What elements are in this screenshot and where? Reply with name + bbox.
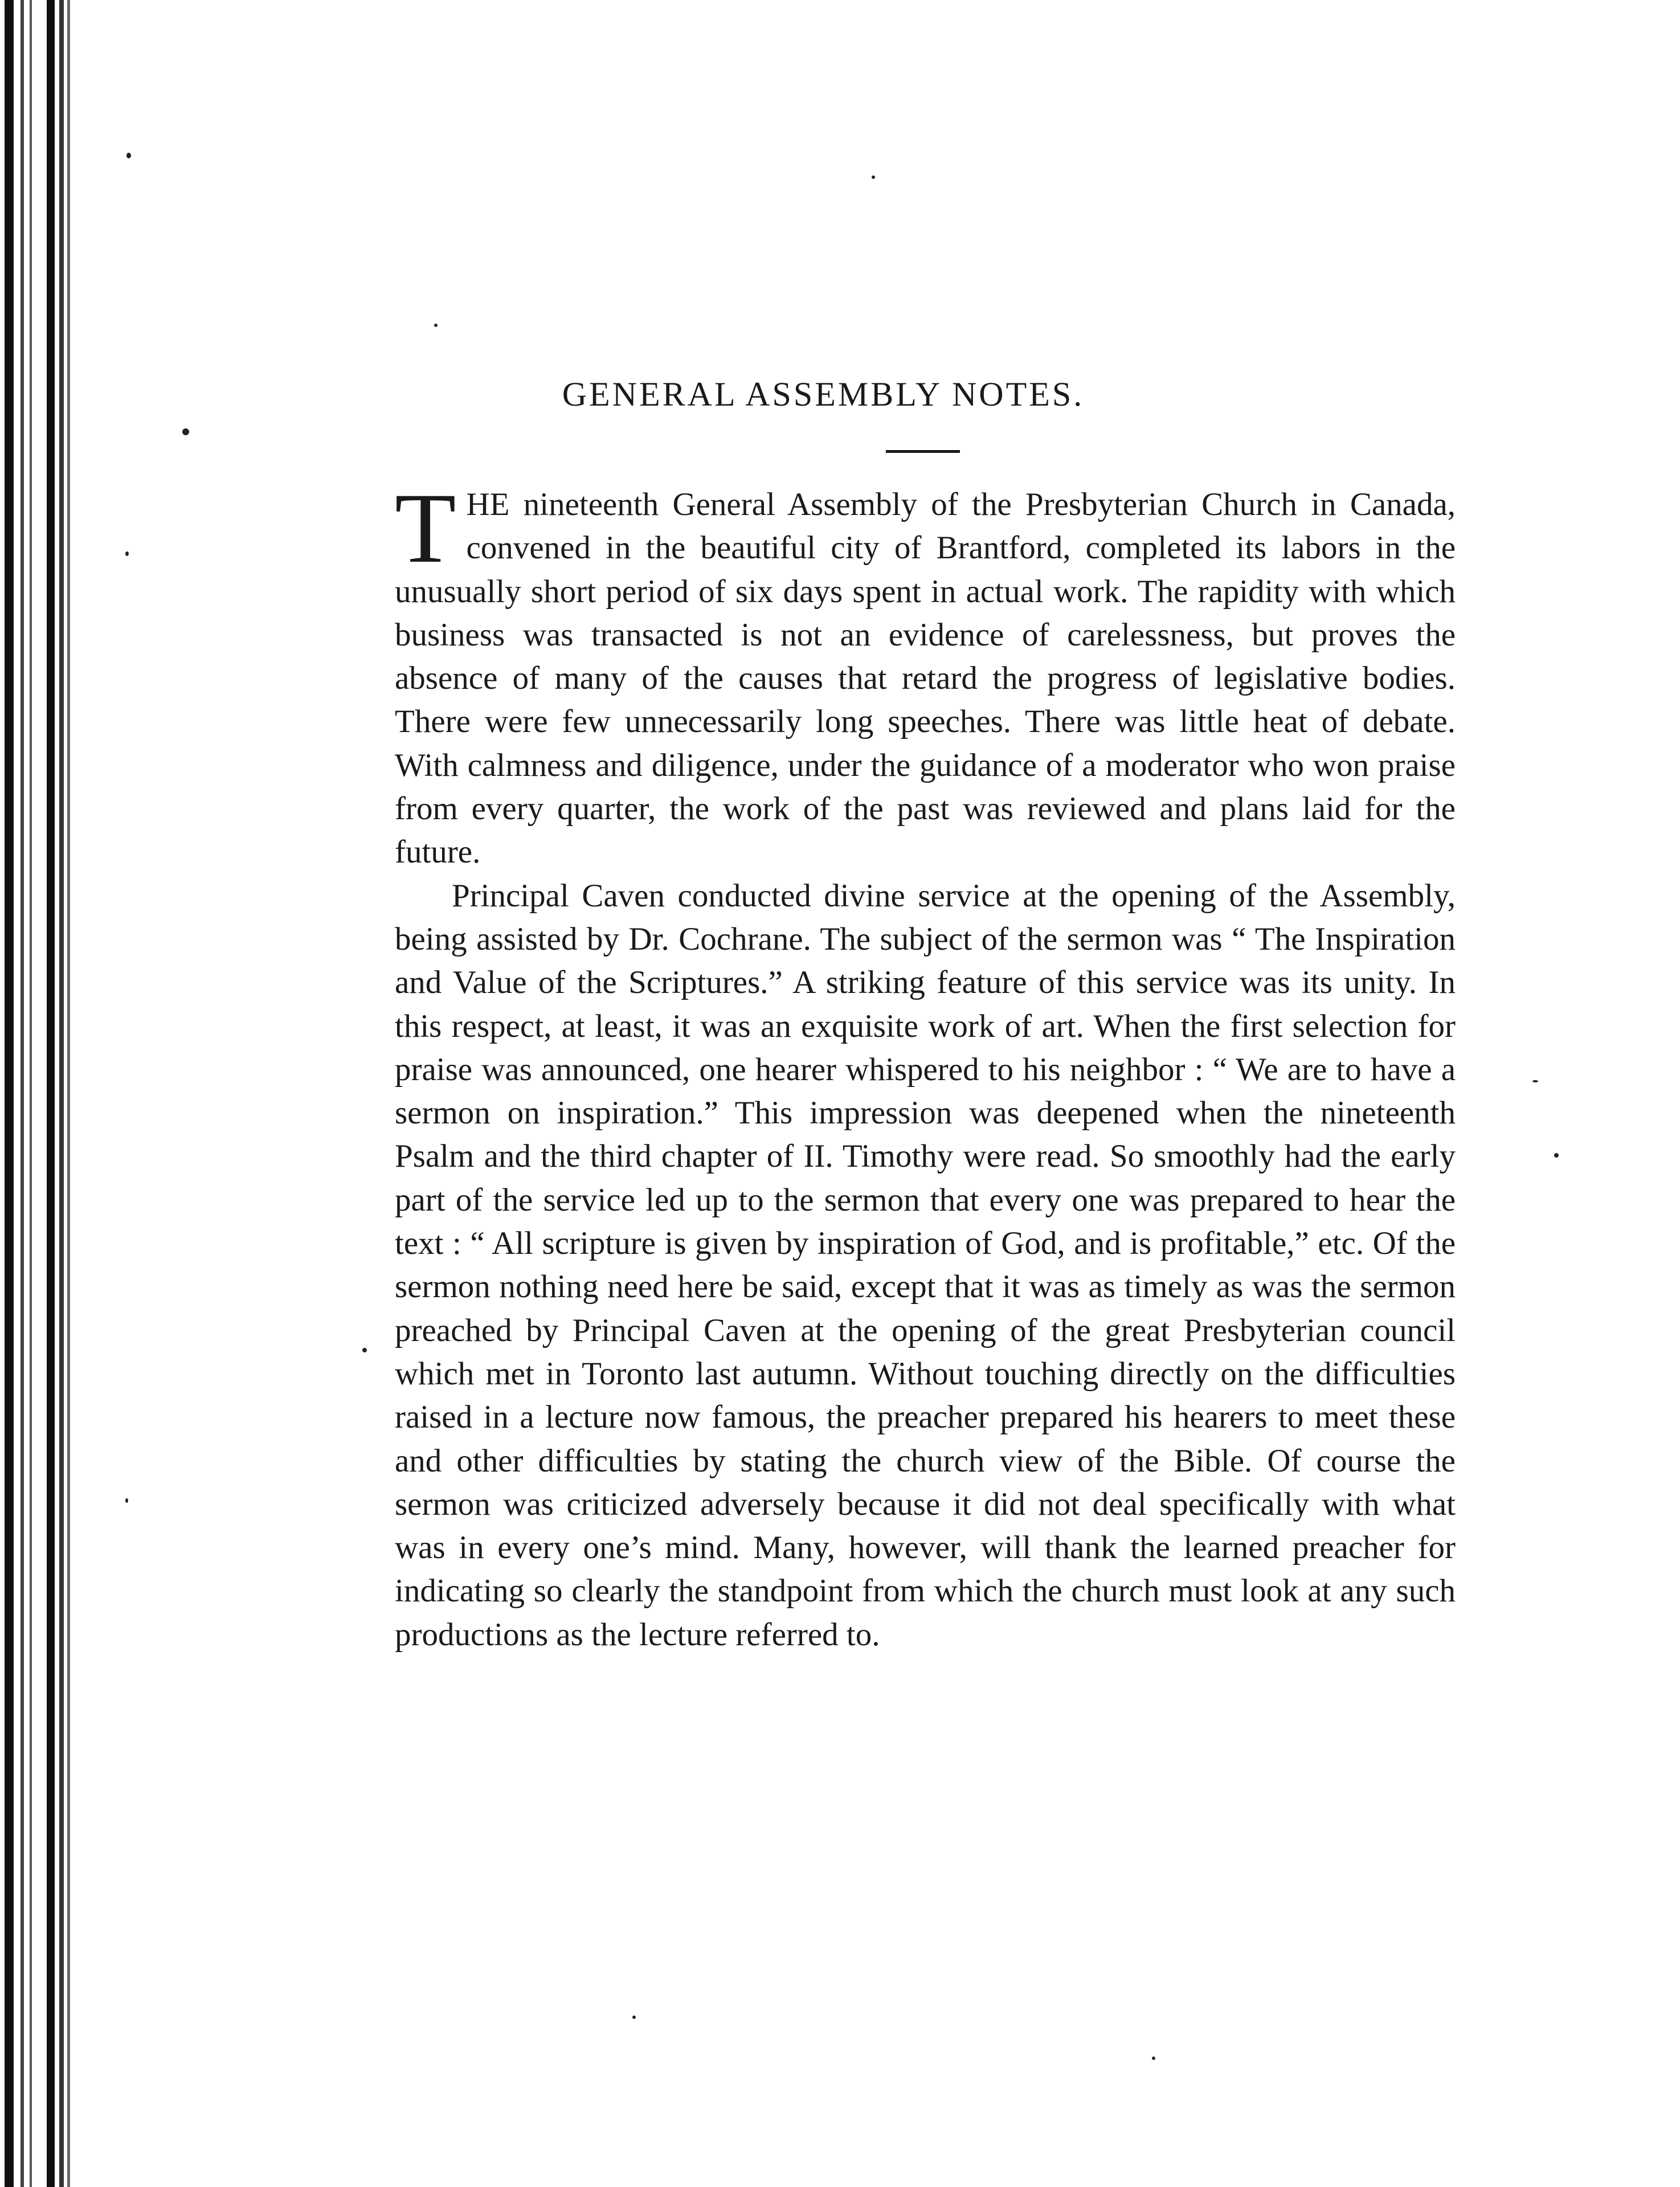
binding-line [5, 0, 14, 2187]
scan-speck [632, 2016, 636, 2019]
scan-speck [1532, 1080, 1538, 1082]
page-title: GENERAL ASSEMBLY NOTES. [562, 375, 1085, 413]
binding-line [47, 0, 55, 2187]
article-body [395, 473, 1456, 1657]
binding-line [59, 0, 64, 2187]
paragraph-1-text: HE nineteenth General Assembly of the Presbyterian Church in Canada, convened in the beautiful city of Brantford, completed its labors in the unusually short period of six days spent in actual work. The rapidity with which business was transacted is not an evidence of carelessness, but proves the absence of many of the causes that retard the progress of legislative bodies. There were few unnecessarily long speeches. There was little heat of debate. With calmness and diligence, under the guidance of a moderator who won praise from every quarter, the work of the past was reviewed and plans laid for the future. [395, 487, 1456, 870]
scan-speck [362, 1348, 367, 1352]
scan-speck [434, 324, 438, 327]
scan-speck [125, 1498, 128, 1503]
binding-line [30, 0, 32, 2187]
paragraph-1 [395, 473, 1456, 874]
binding-edge [0, 0, 85, 2187]
binding-line [21, 0, 24, 2187]
scan-speck [126, 153, 131, 158]
title-divider [886, 450, 960, 453]
scan-speck [125, 551, 129, 556]
drop-cap: T [395, 473, 456, 584]
scan-speck [182, 428, 189, 435]
binding-line [67, 0, 70, 2187]
scan-speck [1554, 1153, 1559, 1158]
scan-speck [1152, 2057, 1155, 2060]
paragraph-2: Principal Caven conducted divine service at the opening of the Assembly, being assisted by Dr. Cochrane. The subject of the sermon was “ The Inspiration and Value of the Scriptures.” A striking feature of this service was its unity. In this respect, at least, it was an exquisite work of art. When the first selection for praise was announced, one hearer whispered to his neighbor : “ We are to have a sermon on inspiration.” This impression was deepened when the nineteenth Psalm and the third chapter of II. Timothy were read. So smoothly had the early part of the service led up to the sermon that every one was prepared to hear the text : “ All scripture is given by inspiration of God, and is profitable,” etc. Of the sermon nothing need here be said, except that it was as timely as was the sermon preached by Principal Caven at the opening of the great Presbyterian council which met in Toronto last autumn. Without touching directly on the difficulties raised in a lecture now famous, the preacher prepared his hearers to meet these and other difficulties by stating the church view of the Bible. Of course the sermon was criticized adversely because it did not deal specifically with what was in every one’s mind. Many, however, will thank the learned preacher for indicating so clearly the standpoint from which the church must look at any such productions as the lecture referred to. [395, 877, 1456, 1653]
scan-speck [872, 175, 875, 179]
